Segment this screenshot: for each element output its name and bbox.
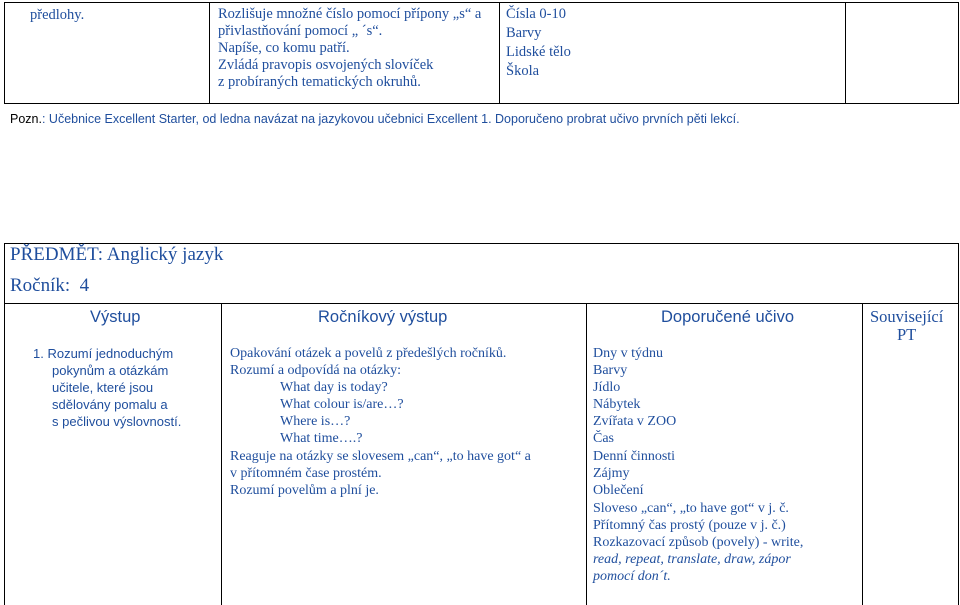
vystup-line: sdělovány pomalu a [52, 397, 168, 412]
vystup-line: 1. Rozumí jednoduchým [33, 346, 174, 361]
rocnikovy-line: Rozumí povelům a plní je. [230, 483, 379, 498]
rocnikovy-line: What colour is/are…? [280, 397, 404, 412]
ucivo-line: pomocí don´t. [593, 569, 671, 584]
subject-label: PŘEDMĚT: [10, 244, 104, 265]
ucivo-line: Zájmy [593, 466, 630, 481]
rocnikovy-line: Where is…? [280, 414, 351, 429]
subject-title [10, 246, 223, 263]
ucivo-line: Rozkazovací způsob (povely) - write, [593, 535, 804, 550]
top-table-border-bottom [4, 103, 959, 104]
subject-border-left [4, 243, 5, 605]
subject-border-right [958, 243, 959, 605]
rocnikovy-line: v přítomném čase prostém. [230, 466, 382, 481]
grade-label: Ročník: [10, 275, 71, 296]
top-col2-line: Zvládá pravopis osvojených slovíček [218, 57, 434, 73]
note-prefix: Pozn. [10, 112, 42, 126]
note-body: : Učebnice Excellent Starter, od ledna navázat na jazykovou učebnici Excellent 1. Doporučeno probrat učivo prvních pěti lekcí. [41, 112, 740, 126]
note-text [10, 111, 740, 128]
top-col2-line: Napíše, co komu patří. [218, 40, 350, 56]
rocnikovy-line: What time….? [280, 431, 363, 446]
grade-title [10, 277, 89, 294]
top-col2-line: z probíraných tematických okruhů. [218, 74, 421, 90]
ucivo-line: Nábytek [593, 397, 641, 412]
top-table-div3 [845, 2, 846, 104]
vystup-line: pokynům a otázkám [52, 363, 169, 378]
ucivo-line: Denní činnosti [593, 449, 676, 464]
ucivo-line: Přítomný čas prostý (pouze v j. č.) [593, 518, 786, 533]
header-ucivo: Doporučené učivo [661, 308, 794, 326]
top-col3-line: Lidské tělo [506, 44, 571, 60]
col-div2 [586, 303, 587, 605]
top-col1-text: předlohy. [30, 7, 85, 23]
top-col3-line: Barvy [506, 25, 542, 41]
rocnikovy-line: What day is today? [280, 380, 388, 395]
ucivo-line: Sloveso „can“, „to have got“ v j. č. [593, 501, 789, 516]
col-div1 [221, 303, 222, 605]
rocnikovy-line: Rozumí a odpovídá na otázky: [230, 363, 402, 378]
top-col2-line: přivlastňování pomocí „ ´s“. [218, 23, 383, 39]
top-col3-line: Škola [506, 63, 540, 79]
header-vystup: Výstup [90, 308, 141, 326]
ucivo-line: Dny v týdnu [593, 346, 663, 361]
top-table-div1 [209, 2, 210, 104]
col-div3 [862, 303, 863, 605]
ucivo-line: Zvířata v ZOO [593, 414, 677, 429]
rocnikovy-line: Reaguje na otázky se slovesem „can“, „to have got“ a [230, 449, 531, 464]
vystup-line: s pečlivou výslovností. [52, 414, 182, 429]
top-table-left [4, 2, 5, 104]
ucivo-line: Jídlo [593, 380, 621, 395]
ucivo-line: Čas [593, 431, 614, 446]
vystup-line: učitele, které jsou [52, 380, 154, 395]
top-col3-line: Čísla 0-10 [506, 6, 567, 22]
grade-value: 4 [79, 275, 90, 296]
top-table-right [958, 2, 959, 104]
header-rocnikovy: Ročníkový výstup [318, 308, 448, 326]
header-pt: PT [897, 325, 917, 344]
subject-border-mid [4, 303, 959, 304]
top-col2-line: Rozlišuje množné číslo pomocí přípony „s“ a [218, 6, 482, 22]
top-table-border-top [4, 2, 959, 3]
subject-value: Anglický jazyk [106, 244, 224, 265]
ucivo-line: read, repeat, translate, draw, zápor [593, 552, 791, 567]
ucivo-line: Oblečení [593, 483, 644, 498]
header-souvisejici: Související [870, 307, 944, 326]
rocnikovy-line: Opakování otázek a povelů z předešlých ročníků. [230, 346, 507, 361]
top-table-div2 [499, 2, 500, 104]
ucivo-line: Barvy [593, 363, 628, 378]
